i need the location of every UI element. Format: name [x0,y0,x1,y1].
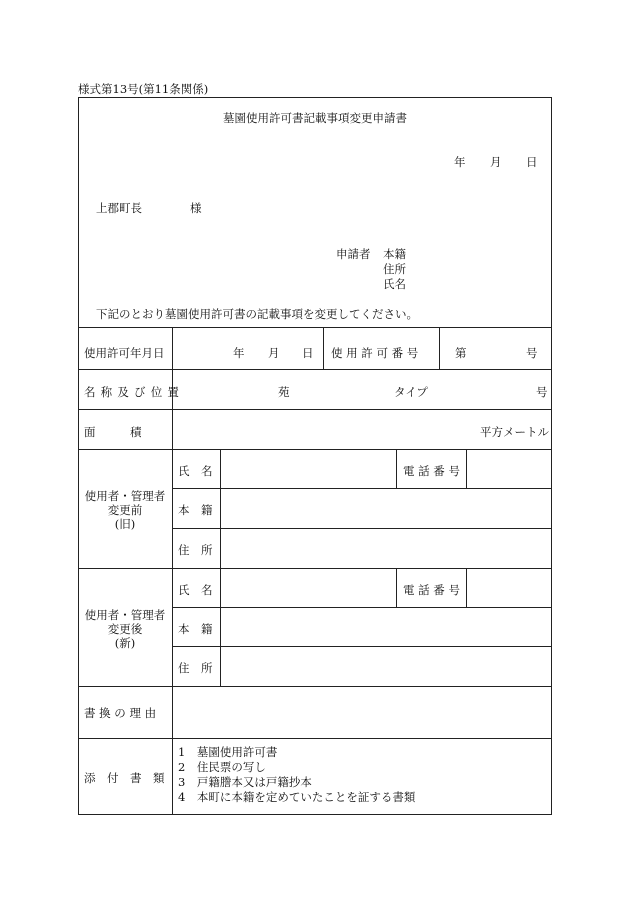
divider [396,449,397,488]
permit-day-label: 日 [302,346,314,360]
divider [78,449,552,450]
divider [172,528,552,529]
form-title: 墓園使用許可書記載事項変更申請書 [223,111,407,125]
attachments-list [178,745,415,805]
after-label-line2: 変更後 [107,622,143,636]
month-label: 月 [490,155,502,169]
permit-date-label: 使用許可年月日 [84,346,165,360]
divider [466,568,467,607]
attachment-item: 2 住民票の写し [178,760,266,774]
permit-number-suffix: 号 [526,346,538,360]
request-statement: 下記のとおり墓園使用許可書の記載事項を変更してください。 [96,307,418,321]
type-label: タイプ [394,385,428,399]
attachments-label: 添 付 書 類 [84,771,165,785]
applicant-address-label: 住所 [383,262,406,276]
after-name-label: 氏 名 [178,583,213,597]
divider [78,327,552,328]
before-label-line2: 変更前 [107,503,143,517]
before-label-line3: (旧) [114,517,136,531]
after-label-line1: 使用者・管理者 [84,608,166,622]
addressee-name: 上郡町長 [96,201,142,215]
area-unit: 平方メートル [480,425,549,439]
permit-year-label: 年 [233,346,245,360]
divider [78,686,552,687]
before-phone-label: 電 話 番 号 [403,464,460,478]
after-domicile-label: 本 籍 [178,622,213,636]
permit-number-label: 使 用 許 可 番 号 [331,346,419,360]
divider [78,369,552,370]
divider [396,568,397,607]
applicant-name-label: 氏名 [383,277,406,291]
before-domicile-label: 本 籍 [178,503,213,517]
form-number-label: 様式第13号(第11条関係) [78,82,209,96]
attachment-item: 3 戸籍謄本又は戸籍抄本 [178,775,312,789]
divider [220,449,221,686]
divider [172,646,552,647]
divider [323,327,324,369]
addressee-honorific: 様 [190,201,202,215]
reason-label: 書 換 の 理 由 [84,706,157,720]
divider [172,488,552,489]
divider [439,327,440,369]
attachment-item: 4 本町に本籍を定めていたことを証する書類 [178,790,416,804]
divider [172,607,552,608]
after-phone-label: 電 話 番 号 [403,583,460,597]
location-label: 名称及び位置 [84,385,185,399]
before-name-label: 氏 名 [178,464,213,478]
before-address-label: 住 所 [178,543,213,557]
day-label: 日 [526,155,538,169]
attachment-item: 1 墓園使用許可書 [178,745,278,759]
divider [78,409,552,410]
divider [466,449,467,488]
garden-label: 苑 [278,385,290,399]
divider [78,738,552,739]
year-label: 年 [454,155,466,169]
area-label: 面 積 [84,425,142,439]
after-address-label: 住 所 [178,661,213,675]
applicant-label: 申請者 [336,247,371,261]
plot-number-suffix: 号 [536,385,548,399]
applicant-domicile-label: 本籍 [383,247,406,261]
permit-month-label: 月 [268,346,280,360]
permit-number-prefix: 第 [455,346,467,360]
after-label-line3: (新) [114,636,136,650]
divider [172,327,173,815]
divider [78,568,552,569]
before-label-line1: 使用者・管理者 [84,489,166,503]
